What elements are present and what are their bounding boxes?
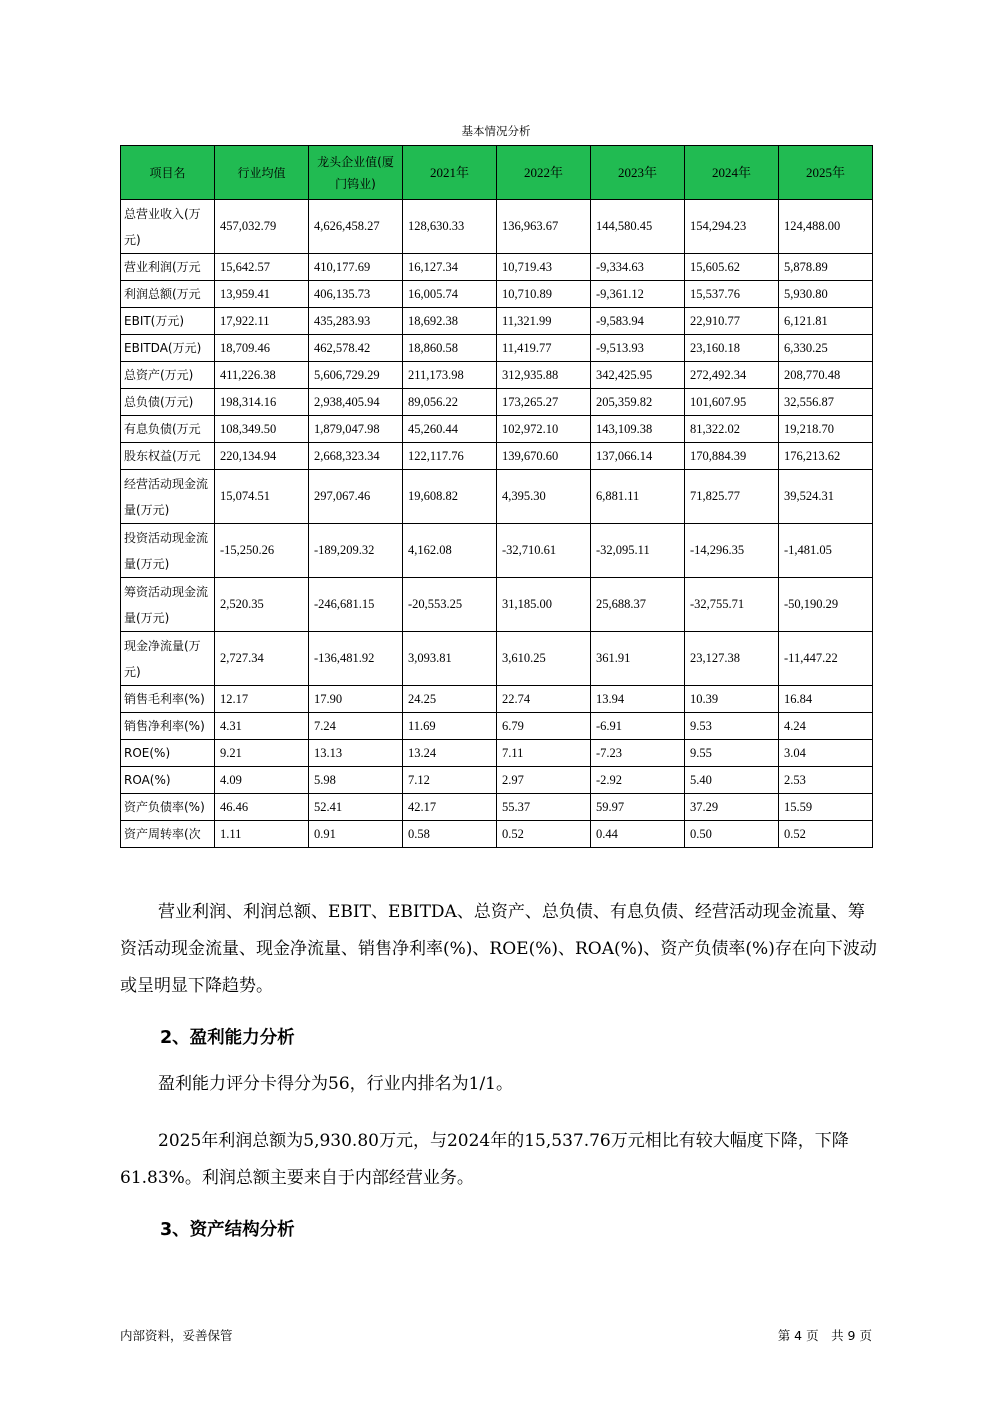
table-row [121,281,873,308]
table-cell: 22,910.77 [685,308,779,335]
table-cell: 71,825.77 [685,470,779,524]
table-cell: 3,610.25 [497,632,591,686]
table-cell: 2,520.35 [215,578,309,632]
table-row [121,389,873,416]
table-cell: 1,879,047.98 [309,416,403,443]
table-cell: 108,349.50 [215,416,309,443]
table-cell: 0.44 [591,821,685,848]
table-cell: 170,884.39 [685,443,779,470]
table-cell: 102,972.10 [497,416,591,443]
table-cell: 17,922.11 [215,308,309,335]
table-cell: 101,607.95 [685,389,779,416]
table-row [121,416,873,443]
row-label: 筹资活动现金流量(万元) [121,578,215,632]
table-cell: 13.13 [309,740,403,767]
table-cell: 32,556.87 [779,389,873,416]
table-cell: 7.11 [497,740,591,767]
header-year-2024: 2024年 [685,146,779,200]
table-cell: 5,878.89 [779,254,873,281]
table-cell: 15,537.76 [685,281,779,308]
section-heading-asset-structure: 3、资产结构分析 [160,1220,295,1240]
basic-analysis-table [120,145,873,848]
table-row [121,254,873,281]
table-cell: 435,283.93 [309,308,403,335]
table-cell: 124,488.00 [779,200,873,254]
table-cell: 4,395.30 [497,470,591,524]
table-cell: 198,314.16 [215,389,309,416]
table-cell: 10.39 [685,686,779,713]
section-heading-profitability: 2、盈利能力分析 [160,1028,295,1048]
table-cell: 0.52 [779,821,873,848]
table-cell: 18,692.38 [403,308,497,335]
table-cell: 2.97 [497,767,591,794]
table-cell: -20,553.25 [403,578,497,632]
table-row [121,740,873,767]
table-cell: 15,605.62 [685,254,779,281]
table-cell: 7.24 [309,713,403,740]
table-cell: 137,066.14 [591,443,685,470]
table-cell: 154,294.23 [685,200,779,254]
table-cell: 46.46 [215,794,309,821]
row-label: 销售净利率(%) [121,713,215,740]
row-label: 总资产(万元) [121,362,215,389]
table-cell: 11,321.99 [497,308,591,335]
table-cell: 0.52 [497,821,591,848]
table-cell: 89,056.22 [403,389,497,416]
table-cell: 1.11 [215,821,309,848]
header-year-2021: 2021年 [403,146,497,200]
table-cell: 15,074.51 [215,470,309,524]
summary-paragraph: 营业利润、利润总额、EBIT、EBITDA、总资产、总负债、有息负债、经营活动现金流量、筹资活动现金流量、现金净流量、销售净利率(%)、ROE(%)、ROA(%)、资产负债率(%)存在向下波动或呈明显下降趋势。 [120,902,877,996]
table-cell: -189,209.32 [309,524,403,578]
header-year-2025: 2025年 [779,146,873,200]
table-cell: 2,938,405.94 [309,389,403,416]
table-cell: 2,668,323.34 [309,443,403,470]
table-cell: 11,419.77 [497,335,591,362]
table-cell: 144,580.45 [591,200,685,254]
table-cell: 272,492.34 [685,362,779,389]
table-cell: 6.79 [497,713,591,740]
table-cell: 297,067.46 [309,470,403,524]
table-row [121,713,873,740]
table-cell: 18,709.46 [215,335,309,362]
table-cell: 9.53 [685,713,779,740]
table-cell: -11,447.22 [779,632,873,686]
table-cell: 6,881.11 [591,470,685,524]
table-cell: 205,359.82 [591,389,685,416]
table-cell: -32,095.11 [591,524,685,578]
table-cell: 7.12 [403,767,497,794]
table-cell: -14,296.35 [685,524,779,578]
profit-total-paragraph: 2025年利润总额为5,930.80万元，与2024年的15,537.76万元相比有较大幅度下降，下降61.83%。利润总额主要来自于内部经营业务。 [120,1131,849,1188]
row-label: EBITDA(万元) [121,335,215,362]
header-year-2022: 2022年 [497,146,591,200]
table-cell: 0.50 [685,821,779,848]
table-cell: 361.91 [591,632,685,686]
table-cell: 312,935.88 [497,362,591,389]
table-cell: 6,121.81 [779,308,873,335]
table-cell: 220,134.94 [215,443,309,470]
table-cell: 143,109.38 [591,416,685,443]
row-label: 投资活动现金流量(万元) [121,524,215,578]
row-label: 资产负债率(%) [121,794,215,821]
table-cell: 342,425.95 [591,362,685,389]
table-cell: 22.74 [497,686,591,713]
table-cell: 9.21 [215,740,309,767]
table-cell: 4,626,458.27 [309,200,403,254]
table-cell: -7.23 [591,740,685,767]
table-cell: 4,162.08 [403,524,497,578]
row-label: EBIT(万元) [121,308,215,335]
table-cell: 23,160.18 [685,335,779,362]
table-cell: 128,630.33 [403,200,497,254]
table-cell: 5,930.80 [779,281,873,308]
table-row [121,470,873,524]
table-cell: 15.59 [779,794,873,821]
table-cell: -6.91 [591,713,685,740]
table-cell: 406,135.73 [309,281,403,308]
row-label: 利润总额(万元 [121,281,215,308]
table-cell: -9,583.94 [591,308,685,335]
row-label: 销售毛利率(%) [121,686,215,713]
footer-confidential-note: 内部资料，妥善保管 [120,1328,233,1343]
table-cell: 11.69 [403,713,497,740]
table-row [121,767,873,794]
header-leader-value: 龙头企业值(厦门钨业) [309,146,403,200]
table-cell: -50,190.29 [779,578,873,632]
row-label: 有息负债(万元 [121,416,215,443]
table-cell: -9,513.93 [591,335,685,362]
table-cell: 19,608.82 [403,470,497,524]
table-cell: 13,959.41 [215,281,309,308]
table-row [121,308,873,335]
table-cell: 2.53 [779,767,873,794]
footer-page-number: 第 4 页 共 9 页 [777,1328,872,1343]
table-cell: 24.25 [403,686,497,713]
table-cell: 31,185.00 [497,578,591,632]
header-industry-avg: 行业均值 [215,146,309,200]
table-cell: 55.37 [497,794,591,821]
table-cell: 6,330.25 [779,335,873,362]
table-cell: 4.09 [215,767,309,794]
table-cell: 136,963.67 [497,200,591,254]
row-label: ROE(%) [121,740,215,767]
table-cell: 37.29 [685,794,779,821]
table-row [121,821,873,848]
table-row [121,578,873,632]
table-cell: -9,334.63 [591,254,685,281]
table-cell: 5,606,729.29 [309,362,403,389]
table-cell: 173,265.27 [497,389,591,416]
header-year-2023: 2023年 [591,146,685,200]
table-cell: 211,173.98 [403,362,497,389]
table-cell: 42.17 [403,794,497,821]
table-cell: -32,755.71 [685,578,779,632]
table-cell: 4.31 [215,713,309,740]
table-cell: 18,860.58 [403,335,497,362]
table-cell: 25,688.37 [591,578,685,632]
table-cell: 411,226.38 [215,362,309,389]
table-header-row [121,146,873,200]
table-cell: 9.55 [685,740,779,767]
table-cell: 16.84 [779,686,873,713]
table-cell: 462,578.42 [309,335,403,362]
table-cell: 59.97 [591,794,685,821]
table-cell: 15,642.57 [215,254,309,281]
table-cell: 122,117.76 [403,443,497,470]
table-cell: -15,250.26 [215,524,309,578]
table-cell: 23,127.38 [685,632,779,686]
profitability-score-paragraph: 盈利能力评分卡得分为56，行业内排名为1/1。 [158,1074,513,1094]
table-cell: 457,032.79 [215,200,309,254]
row-label: ROA(%) [121,767,215,794]
table-cell: 3,093.81 [403,632,497,686]
row-label: 股东权益(万元 [121,443,215,470]
table-row [121,524,873,578]
table-cell: 139,670.60 [497,443,591,470]
table-cell: 17.90 [309,686,403,713]
table-cell: -246,681.15 [309,578,403,632]
table-cell: 16,127.34 [403,254,497,281]
table-cell: 52.41 [309,794,403,821]
table-cell: 16,005.74 [403,281,497,308]
table-cell: -9,361.12 [591,281,685,308]
table-row [121,362,873,389]
table-cell: 410,177.69 [309,254,403,281]
table-caption: 基本情况分析 [461,124,531,138]
table-cell: 2,727.34 [215,632,309,686]
table-cell: 19,218.70 [779,416,873,443]
header-item-name: 项目名 [121,146,215,200]
table-cell: 176,213.62 [779,443,873,470]
table-cell: 81,322.02 [685,416,779,443]
table-cell: -1,481.05 [779,524,873,578]
row-label: 总负债(万元) [121,389,215,416]
table-row [121,200,873,254]
row-label: 资产周转率(次 [121,821,215,848]
table-cell: 0.91 [309,821,403,848]
table-cell: 208,770.48 [779,362,873,389]
table-cell: -32,710.61 [497,524,591,578]
table-cell: 4.24 [779,713,873,740]
table-row [121,794,873,821]
table-cell: 12.17 [215,686,309,713]
table-row [121,686,873,713]
table-cell: 10,710.89 [497,281,591,308]
row-label: 总营业收入(万元) [121,200,215,254]
table-cell: -136,481.92 [309,632,403,686]
table-cell: -2.92 [591,767,685,794]
table-cell: 13.94 [591,686,685,713]
table-cell: 5.40 [685,767,779,794]
row-label: 现金净流量(万元) [121,632,215,686]
table-cell: 13.24 [403,740,497,767]
table-cell: 10,719.43 [497,254,591,281]
table-cell: 45,260.44 [403,416,497,443]
table-cell: 3.04 [779,740,873,767]
table-row [121,443,873,470]
row-label: 经营活动现金流量(万元) [121,470,215,524]
table-cell: 0.58 [403,821,497,848]
table-cell: 39,524.31 [779,470,873,524]
row-label: 营业利润(万元 [121,254,215,281]
table-row [121,335,873,362]
table-cell: 5.98 [309,767,403,794]
table-row [121,632,873,686]
